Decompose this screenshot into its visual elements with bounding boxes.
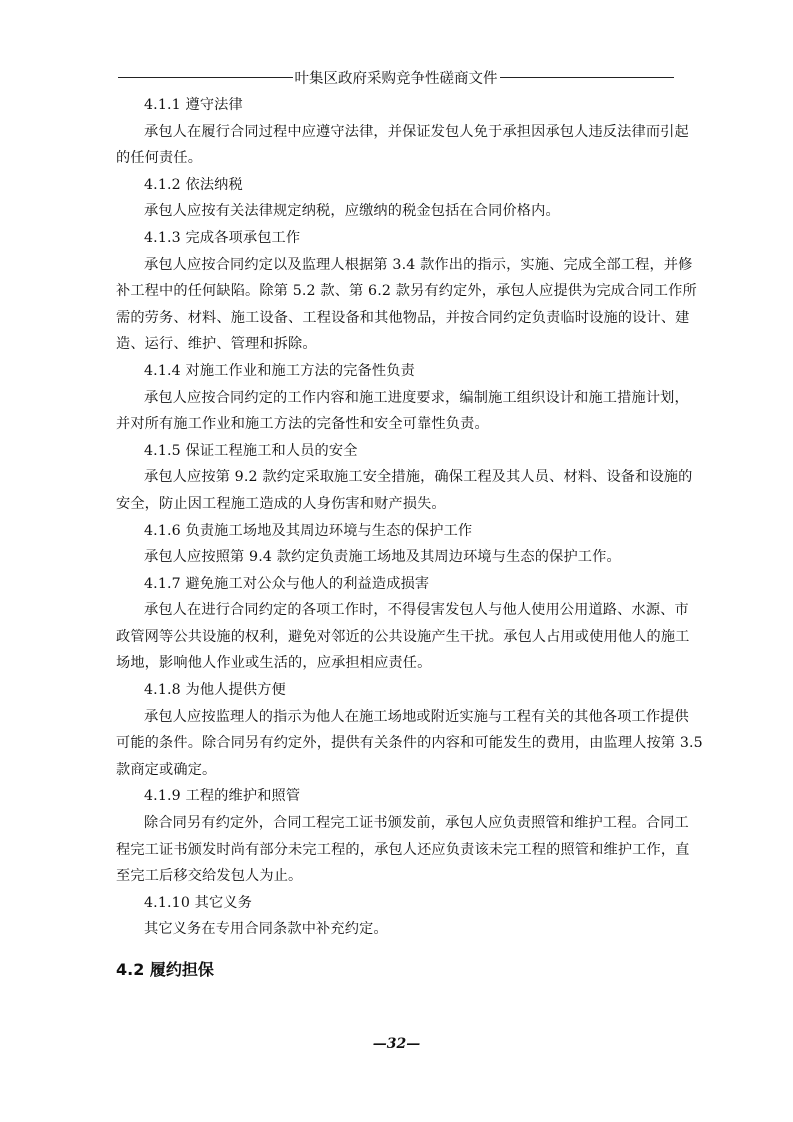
header-rule-right [500, 77, 675, 78]
paragraph-line: 政管网等公共设施的权利，避免对邻近的公共设施产生干扰。承包人占用或使用他人的施工 [116, 628, 690, 645]
clause-heading: 4.1.3 完成各项承包工作 [144, 229, 301, 246]
paragraph-line: 安全，防止因工程施工造成的人身伤害和财产损失。 [116, 495, 446, 512]
paragraph-line: 承包人应按合同约定的工作内容和施工进度要求，编制施工组织设计和施工措施计划， [144, 389, 689, 406]
clause-heading: 4.1.4 对施工作业和施工方法的完备性负责 [144, 362, 415, 379]
document-title: 叶集区政府采购竞争性磋商文件 [294, 70, 498, 87]
clause-heading: 4.1.6 负责施工场地及其周边环境与生态的保护工作 [144, 522, 473, 539]
paragraph-line: 至完工后移交给发包人为止。 [116, 868, 303, 885]
paragraph-line: 承包人在履行合同过程中应遵守法律，并保证发包人免于承担因承包人违反法律而引起 [144, 123, 689, 140]
paragraph-line: 的任何责任。 [116, 150, 203, 167]
clause-heading: 4.1.10 其它义务 [144, 894, 253, 911]
clause-heading: 4.1.5 保证工程施工和人员的安全 [144, 442, 358, 459]
page-number: —32— [372, 1036, 421, 1052]
paragraph-line: 并对所有施工作业和施工方法的完备性和安全可靠性负责。 [116, 416, 489, 433]
page-header [118, 66, 674, 88]
paragraph-line: 除合同另有约定外，合同工程完工证书颁发前，承包人应负责照管和维护工程。合同工 [144, 815, 689, 832]
paragraph-line: 补工程中的任何缺陷。除第 5.2 款、第 6.2 款另有约定外，承包人应提供为完成合同工作所 [116, 283, 697, 300]
document-body [116, 92, 703, 943]
clause-heading: 4.1.2 依法纳税 [144, 176, 243, 193]
paragraph-line: 需的劳务、材料、施工设备、工程设备和其他物品，并按合同约定负责临时设施的设计、建 [116, 309, 690, 326]
paragraph-line: 程完工证书颁发时尚有部分未完工程的，承包人还应负责该未完工程的照管和维护工作，直 [116, 841, 690, 858]
paragraph-line: 承包人应按监理人的指示为他人在施工场地或附近实施与工程有关的其他各项工作提供 [144, 708, 689, 725]
clause-heading: 4.1.7 避免施工对公众与他人的利益造成损害 [144, 575, 430, 592]
paragraph-line: 场地，影响他人作业或生活的，应承担相应责任。 [116, 655, 432, 672]
clause-heading: 4.1.9 工程的维护和照管 [144, 788, 301, 805]
paragraph-line: 造、运行、维护、管理和拆除。 [116, 336, 317, 353]
paragraph-line: 可能的条件。除合同另有约定外，提供有关条件的内容和可能发生的费用，由监理人按第 3.5 [116, 735, 703, 752]
paragraph-line: 承包人应按照第 9.4 款约定负责施工场地及其周边环境与生态的保护工作。 [144, 549, 621, 566]
paragraph-line: 承包人应按有关法律规定纳税，应缴纳的税金包括在合同价格内。 [144, 203, 560, 220]
paragraph-line: 承包人应按第 9.2 款约定采取施工安全措施，确保工程及其人员、材料、设备和设施的 [144, 469, 693, 486]
paragraph-line: 款商定或确定。 [116, 761, 217, 778]
paragraph-line: 承包人在进行合同约定的各项工作时，不得侵害发包人与他人使用公用道路、水源、市 [144, 602, 689, 619]
clause-heading: 4.1.1 遵守法律 [144, 97, 243, 113]
section-heading: 4.2 履约担保 [116, 960, 214, 979]
paragraph-line: 承包人应按合同约定以及监理人根据第 3.4 款作出的指示，实施、完成全部工程，并修 [144, 256, 693, 273]
clause-heading: 4.1.8 为他人提供方便 [144, 682, 286, 699]
paragraph-line: 其它义务在专用合同条款中补充约定。 [144, 921, 388, 938]
header-rule-left [118, 77, 293, 78]
